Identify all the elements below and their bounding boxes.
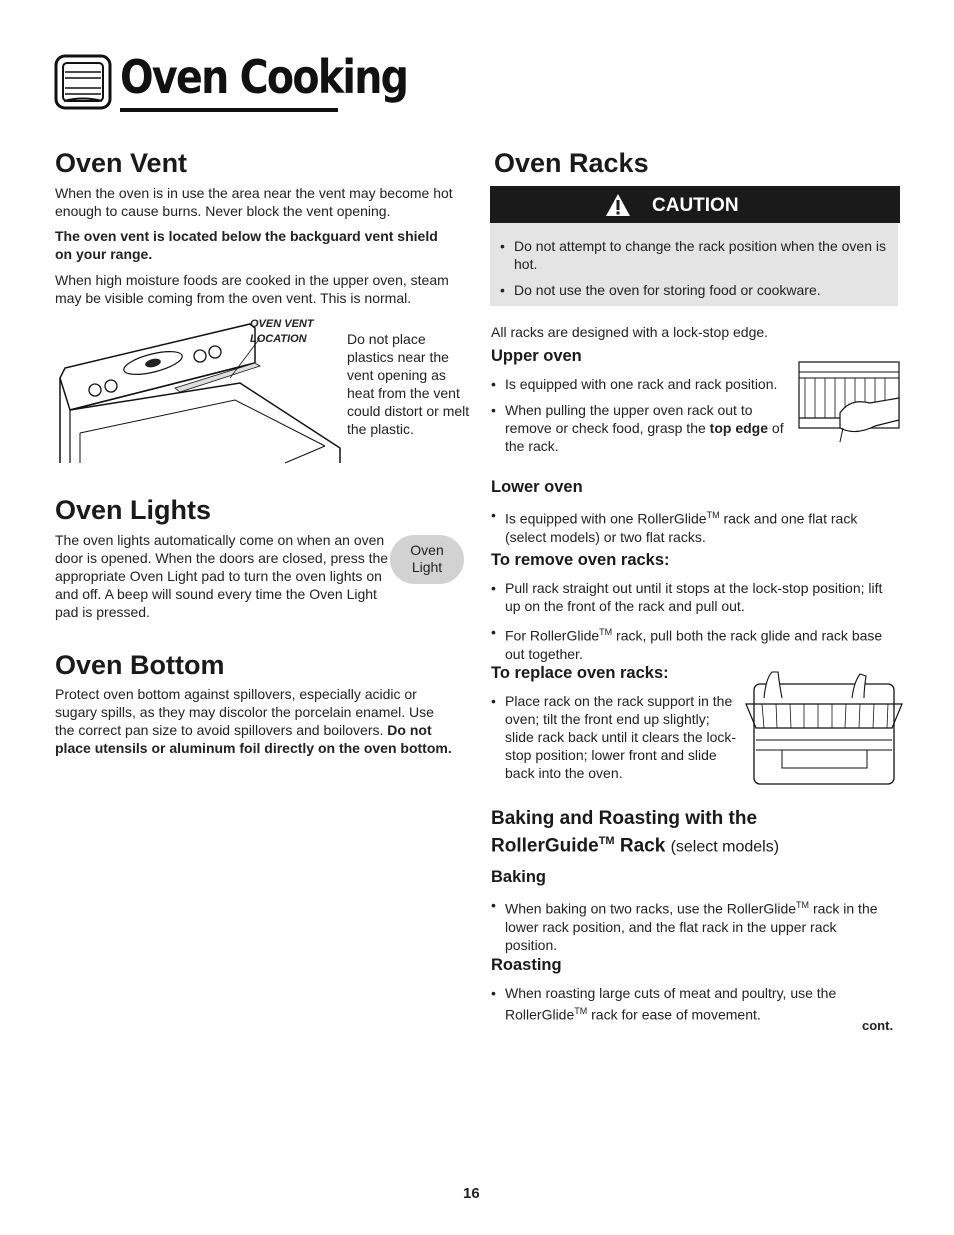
- caution-banner: [490, 186, 900, 223]
- oven-bottom-text-bold: Do not place utensils or aluminum foil directly on the oven bottom.: [55, 722, 452, 756]
- oven-vent-heading: Oven Vent: [55, 148, 188, 178]
- vent-callout-line-1: OVEN VENT: [250, 318, 314, 330]
- page-title: Oven Cooking: [120, 50, 408, 104]
- oven-vent-text-2: The oven vent is located below the backguard vent shield on your range.: [55, 228, 438, 262]
- oven-bottom-heading: Oven Bottom: [55, 650, 225, 680]
- oven-bottom-text: [55, 685, 455, 757]
- lower-oven-item: [491, 506, 891, 546]
- caution-item: • Do not attempt to change the rack position when the oven is hot.: [500, 237, 892, 273]
- trademark-mark: TM: [796, 900, 810, 910]
- oven-racks-heading: Oven Racks: [494, 148, 649, 178]
- rack-label: Rack: [619, 835, 666, 857]
- vent-side-note: Do not place plastics near the vent opening as heat from the vent could distort or melt the plastic.: [347, 331, 470, 437]
- upper-oven-item: [491, 401, 791, 455]
- lower-oven-heading: Lower oven: [491, 478, 583, 496]
- baking-roasting-heading: [491, 808, 779, 858]
- replace-racks-item: • Place rack on the rack support in the oven; tilt the front end up slightly; slide rack back until it clears the lock-stop position; lower front and slide back into the oven.: [491, 692, 741, 782]
- roasting-item-text-end: rack for ease of movement.: [591, 1006, 761, 1023]
- caution-label: CAUTION: [652, 195, 739, 216]
- warning-triangle-icon: [605, 193, 631, 217]
- caution-content: [490, 223, 898, 306]
- baking-item-text: When baking on two racks, use the RollerGlide: [505, 900, 797, 917]
- select-models-note: (select models): [670, 838, 780, 856]
- roasting-item-text: When roasting large cuts of meat and poultry, use the RollerGlide: [505, 985, 837, 1023]
- baking-heading: Baking: [491, 868, 547, 886]
- upper-rack-illustration: [795, 358, 903, 446]
- trademark-mark: TM: [599, 627, 613, 637]
- oven-lights-heading: Oven Lights: [55, 495, 212, 525]
- roasting-heading: Roasting: [491, 956, 562, 974]
- vent-callout-line-2: LOCATION: [250, 333, 307, 345]
- baking-roasting-heading-line-2: [491, 830, 779, 858]
- page-number: 16: [463, 1185, 480, 1202]
- oven-icon: [54, 54, 112, 110]
- upper-oven-item-bold: top edge: [709, 420, 769, 436]
- oven-bottom-text-normal: Protect oven bottom against spillovers, especially acidic or sugary spills, as they may discolor the porcelain enamel. Use the correct pan size to avoid spillovers and boilovers.: [55, 686, 434, 738]
- upper-oven-item-text-end: of the rack.: [505, 420, 784, 454]
- baking-item: [491, 896, 891, 954]
- oven-vent-text-3: When high moisture foods are cooked in the upper oven, steam may be visible coming from the oven vent. This is normal.: [55, 272, 449, 306]
- roasting-item: [491, 984, 891, 1024]
- remove-racks-heading: To remove oven racks:: [491, 551, 670, 569]
- oven-vent-text-1: When the oven is in use the area near the vent may become hot enough to cause burns. Never block the vent opening.: [55, 185, 453, 219]
- replace-rack-illustration: [742, 668, 908, 788]
- baking-item-text-end: rack in the lower rack position, and the flat rack in the upper rack position.: [505, 900, 878, 953]
- lower-oven-item-text-end: rack and one flat rack (select models) or two flat racks.: [505, 510, 858, 545]
- trademark-mark: TM: [598, 835, 615, 847]
- upper-oven-heading: Upper oven: [491, 347, 582, 365]
- upper-oven-item: • Is equipped with one rack and rack position.: [491, 375, 791, 393]
- trademark-mark: TM: [574, 1006, 588, 1016]
- oven-light-pad-icon: [390, 535, 464, 584]
- continued-label: cont.: [862, 1018, 894, 1033]
- racks-intro: All racks are designed with a lock-stop edge.: [491, 324, 769, 340]
- replace-racks-heading: To replace oven racks:: [491, 664, 669, 682]
- remove-racks-item-text-end: rack, pull both the rack glide and rack base out together.: [505, 627, 883, 662]
- oven-light-pad-label-1: Oven: [410, 542, 444, 558]
- remove-racks-item: [491, 623, 895, 663]
- caution-item: • Do not use the oven for storing food or cookware.: [500, 281, 892, 299]
- lower-oven-item-text: Is equipped with one RollerGlide: [505, 510, 707, 527]
- vent-callout: [250, 317, 314, 347]
- remove-racks-item: • Pull rack straight out until it stops at the lock-stop position; lift up on the front of the rack and pull out.: [491, 579, 895, 615]
- baking-roasting-heading-line-1: Baking and Roasting with the: [491, 808, 758, 829]
- oven-light-pad-label-2: Light: [411, 559, 443, 575]
- upper-oven-item-text: When pulling the upper oven rack out to remove or check food, grasp the: [505, 402, 753, 436]
- title-underline: [120, 108, 338, 112]
- trademark-mark: TM: [706, 510, 720, 520]
- oven-lights-text: The oven lights automatically come on when an oven door is opened. When the doors are closed, press the appropriate Oven Light pad to turn the oven lights on and off. A beep will sound every time the Oven Light pad is pressed.: [55, 532, 389, 620]
- remove-racks-item-text: For RollerGlide: [505, 627, 600, 644]
- rollerguide-label: RollerGuide: [491, 835, 599, 857]
